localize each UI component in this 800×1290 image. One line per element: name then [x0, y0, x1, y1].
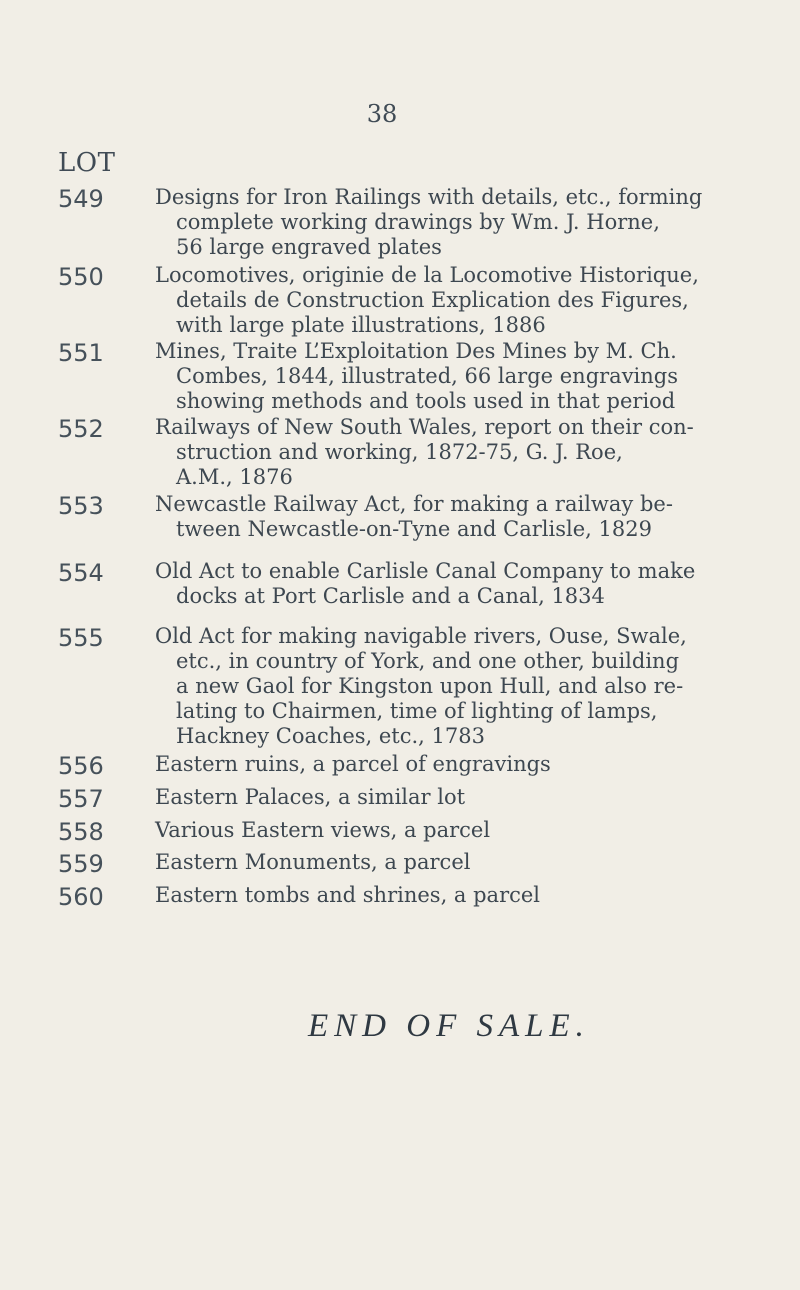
description-line: complete working drawings by Wm. J. Horne,	[176, 210, 660, 234]
lot-number: 560	[58, 883, 104, 911]
lot-description	[155, 752, 737, 777]
lot-description	[155, 559, 737, 609]
description-line: details de Construction Explication des Figures,	[176, 288, 689, 312]
lot-description	[155, 850, 737, 875]
lot-number: 552	[58, 415, 104, 443]
lot-number: 550	[58, 263, 104, 291]
lot-number: 558	[58, 818, 104, 846]
description-line: showing methods and tools used in that period	[176, 389, 676, 413]
description-line: tween Newcastle-on-Tyne and Carlisle, 1829	[176, 517, 652, 541]
description-line: docks at Port Carlisle and a Canal, 1834	[176, 584, 605, 608]
description-line: etc., in country of York, and one other, building	[176, 649, 680, 673]
lot-description	[155, 883, 737, 908]
lot-description	[155, 785, 737, 810]
lot-description	[155, 263, 737, 338]
description-line: Combes, 1844, illustrated, 66 large engravings	[176, 364, 679, 388]
description-line: Newcastle Railway Act, for making a railway be-	[155, 492, 673, 516]
description-line: Eastern Palaces, a similar lot	[155, 785, 466, 809]
description-line: a new Gaol for Kingston upon Hull, and also re-	[176, 674, 684, 698]
lot-description	[155, 185, 737, 260]
description-line: Old Act for making navigable rivers, Ouse, Swale,	[155, 624, 687, 648]
description-line: Locomotives, originie de la Locomotive Historique,	[155, 263, 699, 287]
lot-number: 553	[58, 492, 104, 520]
lot-description	[155, 818, 737, 843]
description-line: Hackney Coaches, etc., 1783	[176, 724, 485, 748]
description-line: struction and working, 1872-75, G. J. Roe,	[176, 440, 623, 464]
lot-number: 551	[58, 339, 104, 367]
lot-number: 557	[58, 785, 104, 813]
description-line: lating to Chairmen, time of lighting of lamps,	[176, 699, 658, 723]
description-line: Eastern Monuments, a parcel	[155, 850, 471, 874]
description-line: 56 large engraved plates	[176, 235, 442, 259]
lot-column-heading: LOT	[58, 148, 116, 178]
page-number: 38	[366, 100, 398, 128]
lot-description	[155, 339, 737, 414]
lot-number: 554	[58, 559, 104, 587]
description-line: Old Act to enable Carlisle Canal Company to make	[155, 559, 696, 583]
description-line: Eastern ruins, a parcel of engravings	[155, 752, 551, 776]
description-line: Eastern tombs and shrines, a parcel	[155, 883, 541, 907]
lot-number: 556	[58, 752, 104, 780]
lot-description	[155, 415, 737, 490]
lot-number: 559	[58, 850, 104, 878]
end-of-sale-text: END OF SALE.	[308, 1008, 590, 1044]
description-line: Mines, Traite L’Exploitation Des Mines by M. Ch.	[155, 339, 677, 363]
lot-number: 549	[58, 185, 104, 213]
lot-description	[155, 624, 737, 749]
lot-number: 555	[58, 624, 104, 652]
description-line: A.M., 1876	[176, 465, 293, 489]
description-line: Designs for Iron Railings with details, etc., forming	[155, 185, 703, 209]
description-line: Railways of New South Wales, report on their con-	[155, 415, 694, 439]
lot-description	[155, 492, 737, 542]
description-line: with large plate illustrations, 1886	[176, 313, 546, 337]
description-line: Various Eastern views, a parcel	[155, 818, 491, 842]
